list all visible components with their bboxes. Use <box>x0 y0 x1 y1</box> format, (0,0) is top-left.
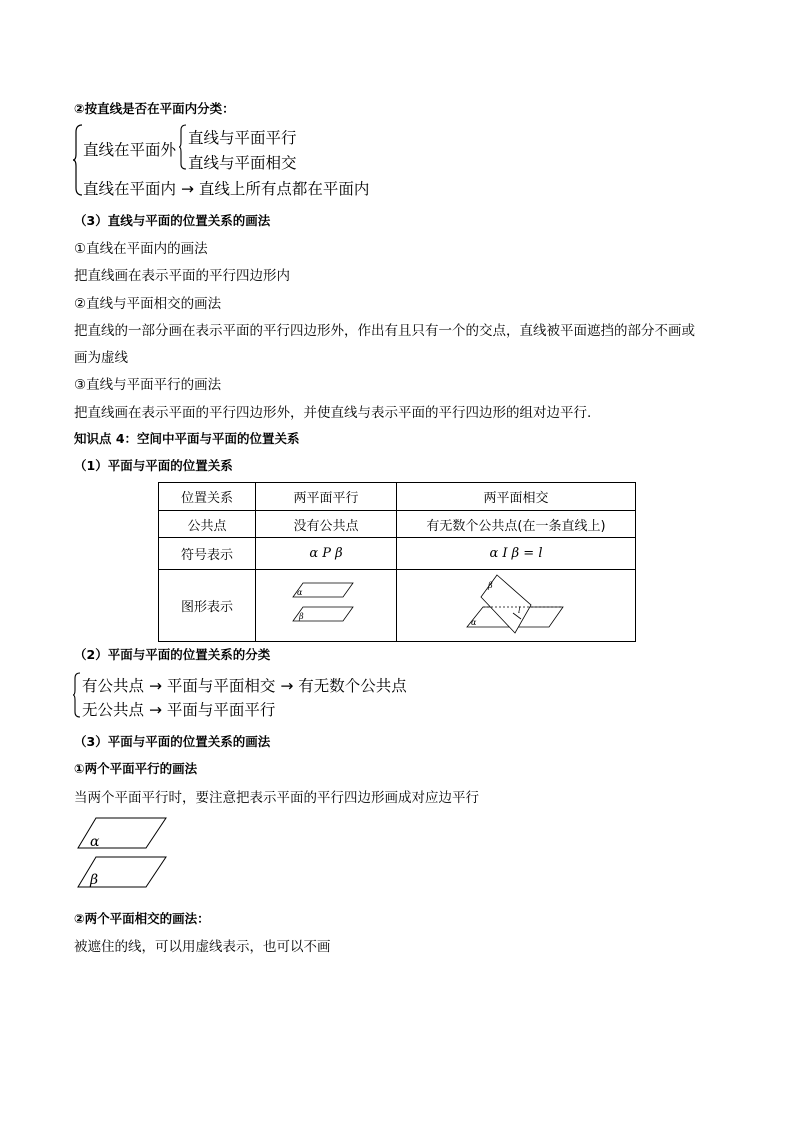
p2-text-line2: 画为虚线 <box>74 350 128 366</box>
table-cell-common-label: 公共点 <box>159 511 256 538</box>
parallel-planes-figure <box>291 581 361 627</box>
figure-beta-label: β <box>299 611 304 621</box>
planes-parallel: 平面与平面平行 <box>166 701 276 719</box>
table-row <box>159 511 636 538</box>
line-inside-plane: 直线在平面内 <box>83 180 177 198</box>
table-cell-common-intersect: 有无数个公共点(在一条直线上) <box>397 511 636 538</box>
arrow-right-icon: → <box>148 701 162 719</box>
has-common-point: 有公共点 <box>82 677 145 695</box>
line-plane-classification-heading: ②按直线是否在平面内分类： <box>74 101 235 116</box>
table-header-parallel: 两平面平行 <box>256 483 397 511</box>
d2-text: 被遮住的线，可以用虚线表示，也可以不画 <box>74 939 331 955</box>
subsection-1-heading: （1）平面与平面的位置关系 <box>74 458 233 473</box>
section-3-heading: （3）直线与平面的位置关系的画法 <box>74 213 271 228</box>
table-cell-common-parallel: 没有公共点 <box>256 511 397 538</box>
intersecting-planes-figure <box>461 573 571 635</box>
d1-text: 当两个平面平行时，要注意把表示平面的平行四边形画成对应边平行 <box>74 790 479 806</box>
arrow-right-icon: → <box>180 180 194 198</box>
table-header-intersect: 两平面相交 <box>397 483 636 511</box>
plane-relation-table <box>158 482 636 642</box>
no-common-point-row <box>82 698 275 720</box>
line-outside-plane: 直线在平面外 <box>83 141 177 159</box>
arrow-right-icon: → <box>148 677 162 695</box>
knowledge-point-4-heading: 知识点 4：空间中平面与平面的位置关系 <box>74 431 300 446</box>
subsection-3-heading: （3）平面与平面的位置关系的画法 <box>74 734 271 749</box>
figure-alpha-label: α <box>297 587 303 597</box>
line-intersect-plane: 直线与平面相交 <box>188 154 297 172</box>
table-cell-symbol-label: 符号表示 <box>159 538 256 570</box>
table-header-relation: 位置关系 <box>159 483 256 511</box>
has-common-point-row <box>82 674 407 696</box>
table-cell-figure-intersect <box>397 570 636 642</box>
figure-l-label: l <box>518 605 521 615</box>
no-common-point: 无公共点 <box>82 701 145 719</box>
line-parallel-plane: 直线与平面平行 <box>188 129 297 147</box>
planes-intersect: 平面与平面相交 <box>166 677 276 695</box>
p3-title: ③直线与平面平行的画法 <box>74 377 222 393</box>
p2-title: ②直线与平面相交的画法 <box>74 296 222 312</box>
p1-title: ①直线在平面内的画法 <box>74 241 208 257</box>
table-cell-figure-parallel <box>256 570 397 642</box>
drawing-beta-label: β <box>90 872 99 888</box>
parallel-planes-drawing <box>76 815 172 891</box>
d2-title: ②两个平面相交的画法： <box>74 911 210 926</box>
left-brace-icon <box>72 672 82 718</box>
d1-title: ①两个平面平行的画法 <box>74 761 198 776</box>
table-cell-figure-label: 图形表示 <box>159 570 256 642</box>
p3-text: 把直线画在表示平面的平行四边形外，并使直线与表示平面的平行四边形的组对边平行. <box>74 405 592 421</box>
line-inside-result: 直线上所有点都在平面内 <box>198 180 370 198</box>
subsection-2-heading: （2）平面与平面的位置关系的分类 <box>74 647 271 662</box>
figure-beta-label: β <box>488 580 493 590</box>
table-cell-symbol-intersect: α I β = l <box>397 538 636 570</box>
line-inside-plane-row <box>83 177 369 199</box>
p2-text-line1: 把直线的一部分画在表示平面的平行四边形外，作出有且只有一个的交点，直线被平面遮挡的部分不画或 <box>74 323 695 339</box>
infinite-common-points: 有无数个公共点 <box>298 677 407 695</box>
table-row <box>159 570 636 642</box>
table-row <box>159 483 636 511</box>
figure-alpha-label: α <box>471 617 477 627</box>
drawing-alpha-label: α <box>90 834 100 850</box>
small-brace-icon <box>178 124 188 170</box>
table-cell-symbol-parallel: α P β <box>256 538 397 570</box>
arrow-right-icon: → <box>280 677 294 695</box>
p1-text: 把直线画在表示平面的平行四边形内 <box>74 268 290 284</box>
table-row <box>159 538 636 570</box>
